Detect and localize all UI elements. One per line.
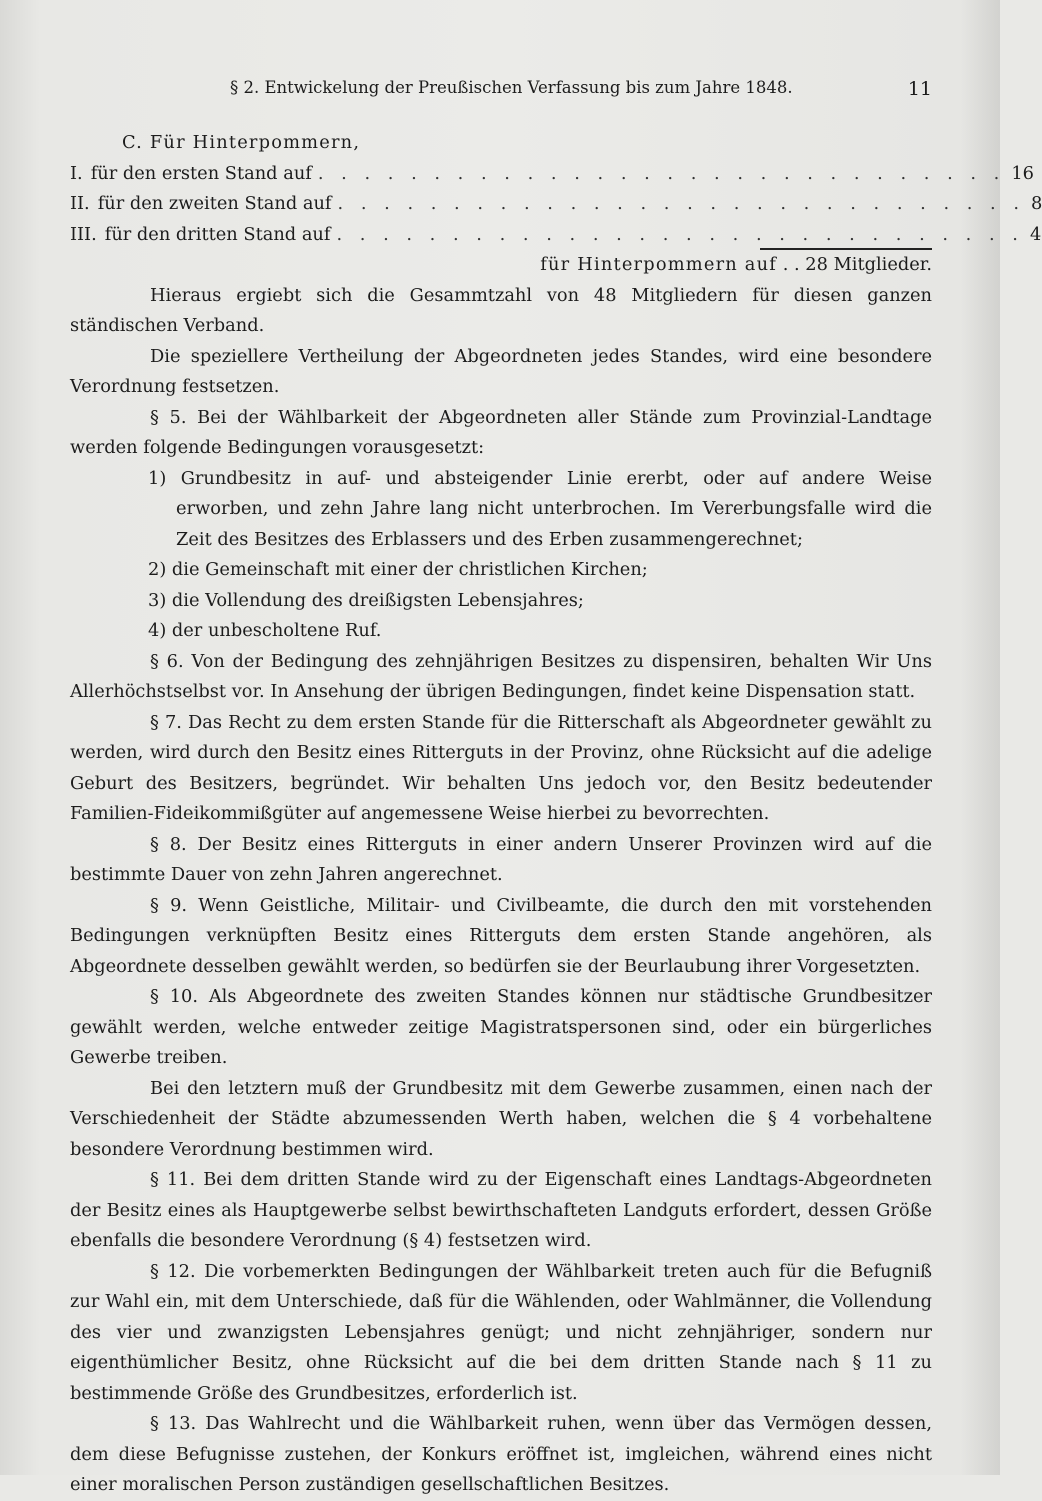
row-value: 4 bbox=[1029, 223, 1042, 245]
row-value: 8 bbox=[1031, 193, 1042, 214]
paragraph-vertheilung: Die speziellere Vertheilung der Abgeordneten jedes Standes, wird eine besondere Verordnung festsetzen. bbox=[70, 345, 932, 397]
page-number: 11 bbox=[907, 78, 932, 100]
section-5-item: 2) die Gemeinschaft mit einer der christlichen Kirchen; bbox=[148, 559, 648, 580]
paragraph-gesammtzahl: Hieraus ergiebt sich die Gesammtzahl von 48 Mitgliedern für diesen ganzen ständischen Verband. bbox=[70, 284, 932, 336]
total-leader-dots: . . bbox=[782, 254, 806, 275]
section-5-item: 3) die Vollendung des dreißigsten Lebensjahres; bbox=[148, 589, 584, 611]
leader-dots: . . . . . . . . . . . . . . . . . . . . . . . . . . . . . . bbox=[336, 223, 1024, 245]
page-body bbox=[70, 128, 1042, 1501]
section-12: § 12. Die vorbemerkten Bedingungen der Wählbarkeit treten auch für die Befugniß zur Wahl ein, mit dem Unterschiede, daß für die Wählenden, oder Wahlmänner, die Vollendung des vier und zwanzigsten Lebensjahres genügt; und nicht zehnjähriger, sondern nur eigenthümlicher Besitz, ohne Rücksicht auf die bei dem dritten Stande nach § 11 zu bestimmende Größe des Grundbesitzes, erforderlich ist. bbox=[70, 1260, 932, 1404]
total-value: 28 Mitglieder. bbox=[805, 254, 932, 275]
row-numeral: III. bbox=[70, 223, 97, 245]
row-label: für den ersten Stand auf bbox=[90, 162, 312, 184]
row-value: 16 bbox=[1011, 162, 1034, 184]
section-8: § 8. Der Besitz eines Ritterguts in einer andern Unserer Provinzen wird auf die bestimmte Dauer von zehn Jahren angerechnet. bbox=[70, 833, 932, 885]
section-7: § 7. Das Recht zu dem ersten Stande für die Ritterschaft als Abgeordneter gewählt zu werden, wird durch den Besitz eines Ritterguts in der Provinz, ohne Rücksicht auf die adelige Geburt des Besitzers, begründet. Wir behalten Uns jedoch vor, den Besitz bedeutender Familien-Fideikommißgüter auf angemessene Weise hierbei zu bevorrechten. bbox=[70, 711, 932, 824]
row-label: für den zweiten Stand auf bbox=[97, 193, 332, 214]
total-label: für Hinterpommern auf bbox=[540, 254, 778, 275]
row-numeral: II. bbox=[70, 193, 90, 214]
section-13: § 13. Das Wahlrecht und die Wählbarkeit ruhen, wenn über das Vermögen dessen, dem diese Befugnisse zustehen, der Konkurs eröffnet ist, imgleichen, während eines nicht einer moralischen Person zuständigen gesellschaftlichen Besitzes. bbox=[70, 1413, 932, 1495]
running-header bbox=[70, 78, 932, 102]
row-numeral: I. bbox=[70, 162, 83, 184]
section-10: § 10. Als Abgeordnete des zweiten Standes können nur städtische Grundbesitzer gewählt werden, welche entweder zeitige Magistratspersonen sind, oder ein bürgerliches Gewerbe treiben. bbox=[70, 986, 932, 1068]
header-title: § 2. Entwickelung der Preußischen Verfassung bis zum Jahre 1848. bbox=[230, 78, 793, 97]
member-row bbox=[70, 159, 1034, 190]
section-5-item: 4) der unbescholtene Ruf. bbox=[148, 620, 382, 641]
section-heading: C. Für Hinterpommern, bbox=[122, 132, 361, 153]
total-row bbox=[70, 250, 932, 281]
section-6: § 6. Von der Bedingung des zehnjährigen Besitzes zu dispensiren, behalten Wir Uns Allerhöchstselbst vor. In Ansehung der übrigen Bedingungen, findet keine Dispensation statt. bbox=[70, 650, 932, 702]
section-5-intro: § 5. Bei der Wählbarkeit der Abgeordneten aller Stände zum Provinzial-Landtage werden folgende Bedingungen vorausgesetzt: bbox=[70, 406, 932, 458]
member-row bbox=[70, 189, 1042, 220]
row-label: für den dritten Stand auf bbox=[104, 223, 331, 245]
section-11: § 11. Bei dem dritten Stande wird zu der Eigenschaft eines Landtags-Abgeordneten der Besitz eines als Hauptgewerbe selbst bewirthschafteten Landguts erfordert, dessen Größe ebenfalls die besondere Verordnung (§ 4) festsetzen wird. bbox=[70, 1169, 932, 1251]
section-5-item: 1) Grundbesitz in auf- und absteigender Linie ererbt, oder auf andere Weise erworben, und zehn Jahre lang nicht unterbrochen. Im Vererbungsfalle wird die Zeit des Besitzes des Erblassers und des Erben zusammengerechnet; bbox=[148, 467, 932, 550]
section-9: § 9. Wenn Geistliche, Militair- und Civilbeamte, die durch den mit vorstehenden Bedingungen verknüpften Besitz eines Ritterguts dem ersten Stande angehören, als Abgeordnete desselben gewählt werden, so bedürfen sie der Beurlaubung ihrer Vorgesetzten. bbox=[70, 894, 932, 977]
section-10-continued: Bei den letztern muß der Grundbesitz mit dem Gewerbe zusammen, einen nach der Verschiedenheit der Städte abzumessenden Werth haben, welchen die § 4 vorbehaltene besondere Verordnung bestimmen wird. bbox=[70, 1077, 932, 1160]
member-row bbox=[70, 220, 1042, 251]
leader-dots: . . . . . . . . . . . . . . . . . . . . . . . . . . . . . . bbox=[317, 162, 1006, 184]
leader-dots: . . . . . . . . . . . . . . . . . . . . . . . . . . . . . . bbox=[337, 193, 1026, 214]
